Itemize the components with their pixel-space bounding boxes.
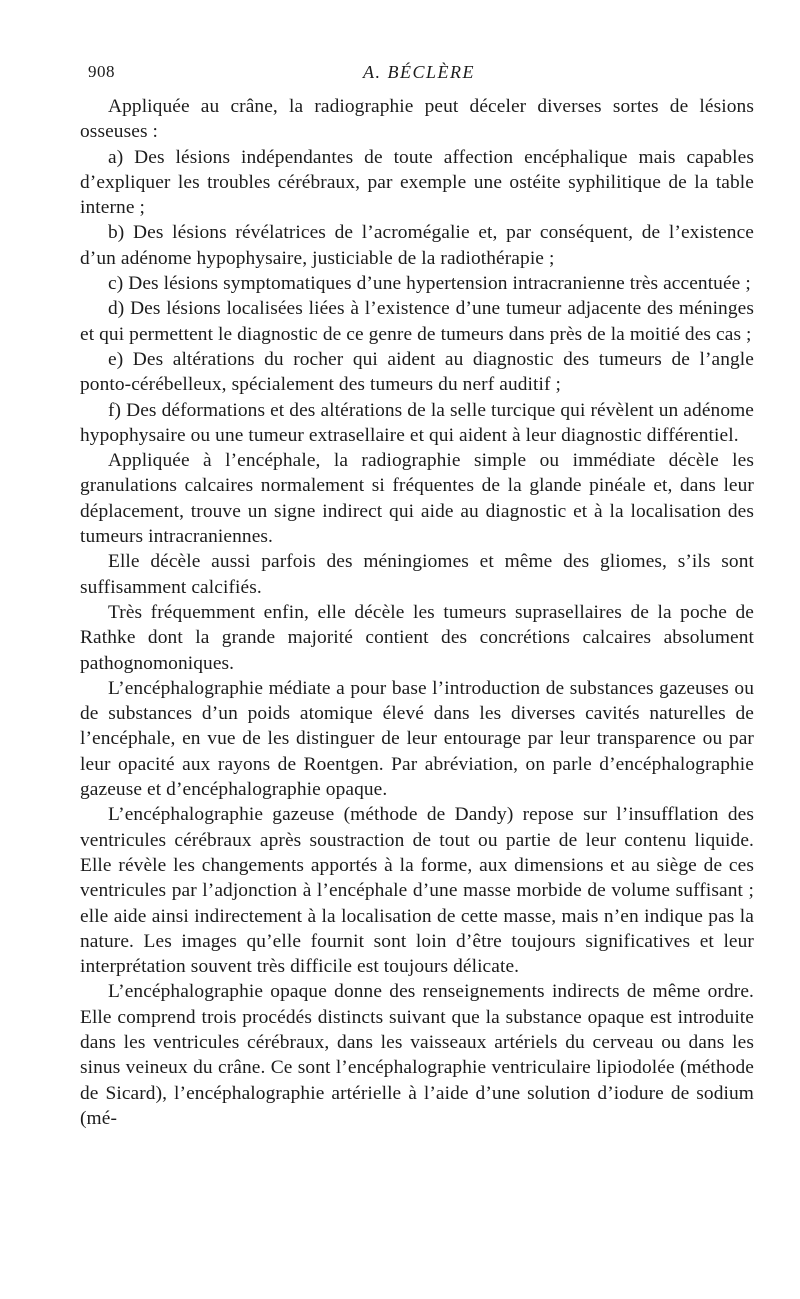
paragraph-rathke: Très fréquemment enfin, elle décèle les tumeurs suprasellaires de la poche de Rathke dont la grande majorité contient des concrétions calcaires absolument pathognomoniques. [80, 601, 754, 674]
running-head: A. BÉCLÈRE [363, 62, 475, 82]
paragraph-item-b: b) Des lésions révélatrices de l’acromégalie et, par conséquent, de l’existence d’un adénome hypophysaire, justiciable de la radiothérapie ; [80, 222, 754, 269]
body-text [80, 94, 754, 1131]
paragraph-encephalographie-gazeuse: L’encéphalographie gazeuse (méthode de Dandy) repose sur l’insufflation des ventricules cérébraux après soustraction de tout ou partie de leur contenu liquide. Elle révèle les changements apportés à la forme, aux dimensions et au siège de ces ventricules par l’adjonction à l’encéphale d’une masse morbide de volume suffisant ; elle aide ainsi indirectement à la localisation de cette masse, mais n’en indique pas la nature. Les images qu’elle fournit sont loin d’être toujours significatives et leur interprétation souvent très difficile est toujours délicate. [80, 804, 754, 978]
paragraph-item-e: e) Des altérations du rocher qui aident au diagnostic des tumeurs de l’angle ponto-cérébelleux, spécialement des tumeurs du nerf auditif ; [80, 348, 754, 396]
paragraph-item-c: c) Des lésions symptomatiques d’une hypertension intracranienne très accentuée ; [108, 273, 751, 295]
paragraph-item-a: a) Des lésions indépendantes de toute affection encéphalique mais capables d’expliquer les troubles cérébraux, par exemple une ostéite syphilitique de la table interne ; [80, 146, 754, 219]
paragraph-item-f: f) Des déformations et des altérations de la selle turcique qui révèlent un adénome hypophysaire ou une tumeur extrasellaire et qui aident à leur diagnostic différentiel. [80, 399, 754, 446]
paragraph-intro: Appliquée au crâne, la radiographie peut déceler diverses sortes de lésions osseuses : [80, 96, 754, 143]
paragraph-meningiomes: Elle décèle aussi parfois des méningiomes et même des gliomes, s’ils sont suffisamment calcifiés. [80, 551, 754, 598]
page-header [88, 62, 750, 88]
page-number: 908 [88, 62, 115, 81]
paragraph-encephalographie-opaque: L’encéphalographie opaque donne des renseignements indirects de même ordre. Elle comprend trois procédés distincts suivant que la substance opaque est introduite dans les ventricules cérébraux, dans les vaisseaux artériels du cerveau ou dans les sinus veineux du crâne. Ce sont l’encéphalographie ventriculaire lipiodolée (méthode de Sicard), l’encéphalographie artérielle à l’aide d’une solution d’iodure de sodium (mé- [80, 981, 754, 1129]
paragraph-encephalographie-mediate: L’encéphalographie médiate a pour base l’introduction de substances gazeuses ou de substances d’un poids atomique élevé dans les diverses cavités naturelles de l’encéphale, en vue de les distinguer de leur entourage par leur transparence ou par leur opacité aux rayons de Roentgen. Par abréviation, on parle d’encéphalographie gazeuse et d’encéphalographie opaque. [80, 677, 754, 801]
paragraph-encephale: Appliquée à l’encéphale, la radiographie simple ou immédiate décèle les granulations calcaires normalement si fréquentes de la glande pinéale et, dans leur déplacement, trouve un signe indirect qui aide au diagnostic et à la localisation des tumeurs intracraniennes. [80, 450, 754, 548]
paragraph-item-d: d) Des lésions localisées liées à l’existence d’une tumeur adjacente des méninges et qui permettent le diagnostic de ce genre de tumeurs dans près de la moitié des cas ; [80, 298, 754, 345]
